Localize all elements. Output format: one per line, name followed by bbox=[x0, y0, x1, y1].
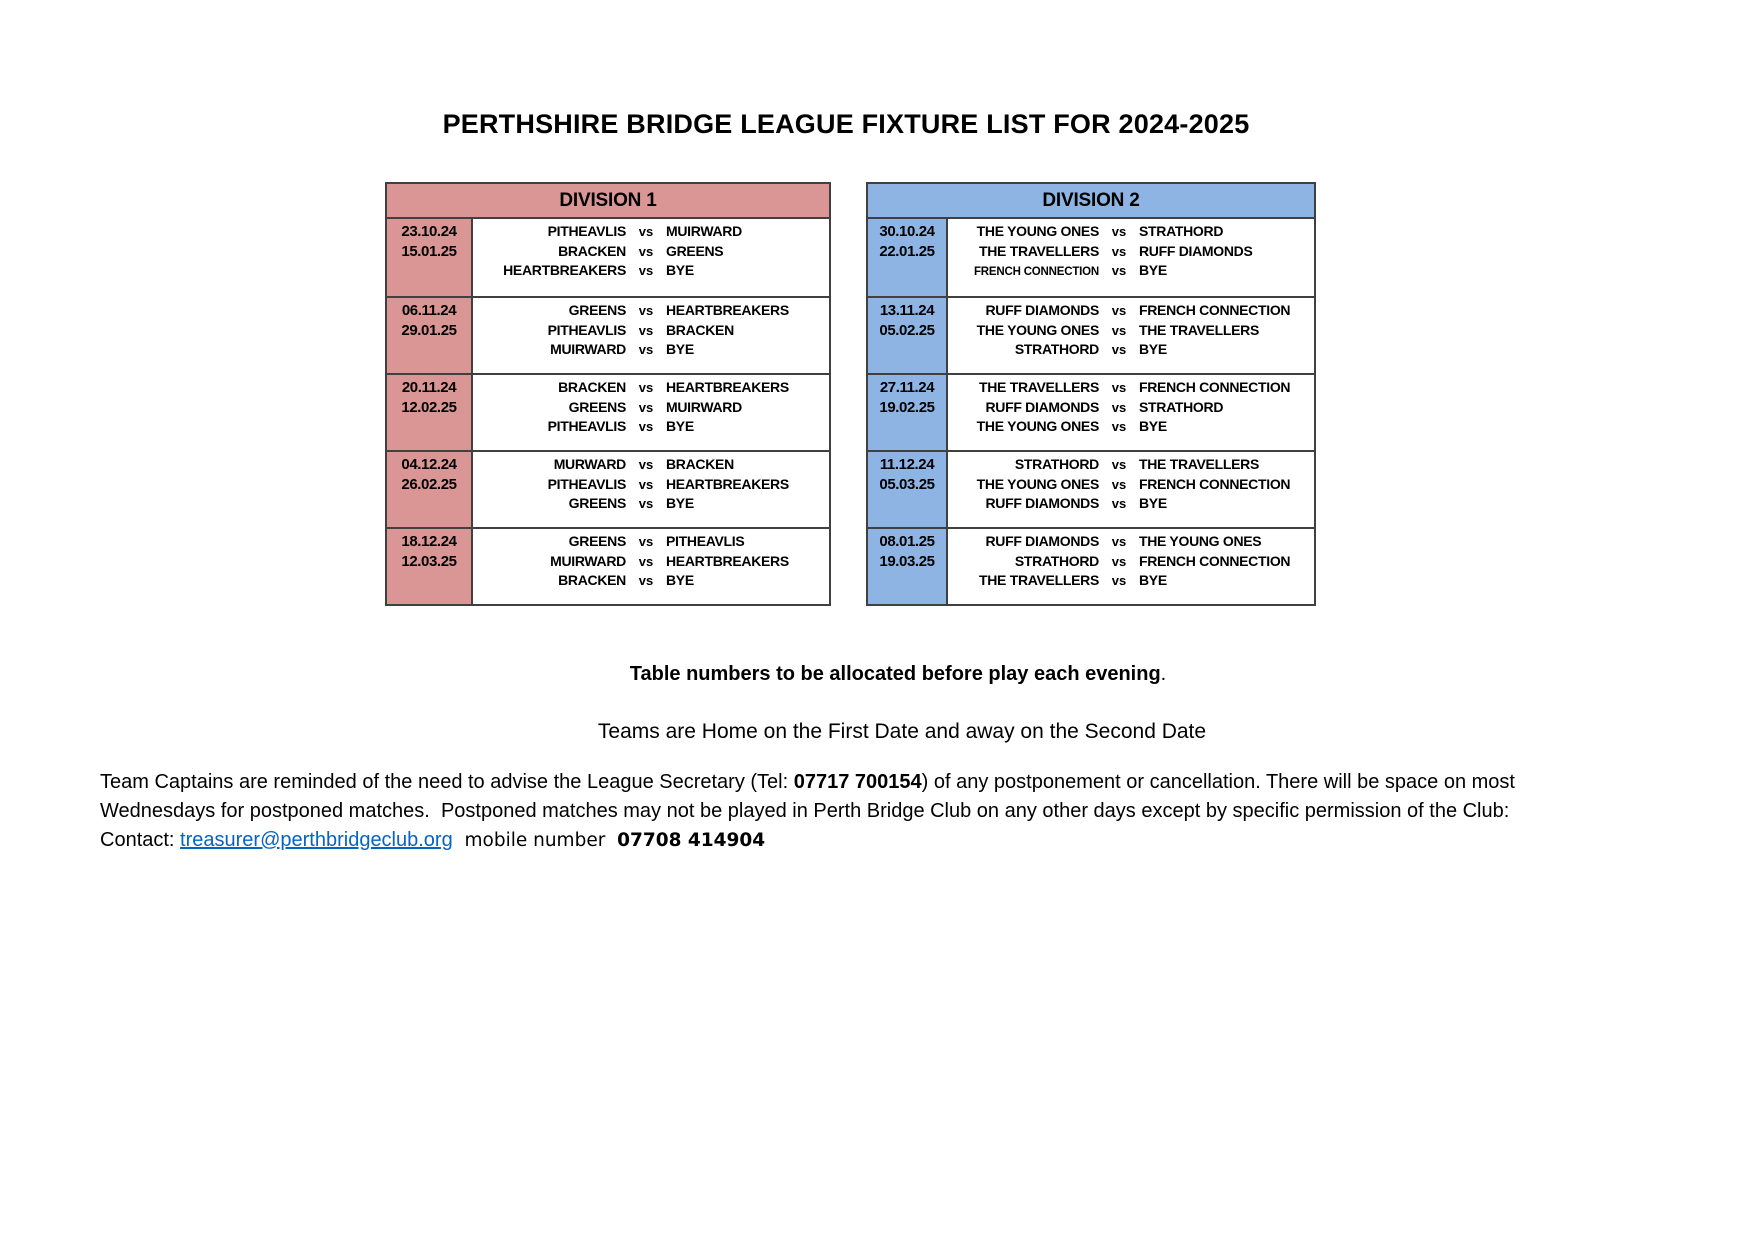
fixture-block bbox=[868, 219, 1314, 296]
fixture-date: 13.11.24 bbox=[879, 302, 935, 319]
paragraph-segment: 07717 700154 bbox=[793, 771, 922, 793]
fixture-date: 12.03.25 bbox=[401, 552, 457, 570]
home-team: STRATHORD bbox=[1014, 456, 1099, 472]
match-cell bbox=[473, 452, 829, 527]
away-team: THE YOUNG ONES bbox=[1139, 533, 1262, 549]
home-team: THE YOUNG ONES bbox=[976, 223, 1099, 239]
match-row bbox=[948, 242, 1314, 262]
home-team: MURWARD bbox=[553, 456, 626, 472]
home-team: PITHEAVLIS bbox=[547, 321, 626, 338]
fixture-date: 08.01.25 bbox=[879, 533, 935, 550]
division-table bbox=[385, 182, 831, 606]
away-team: PITHEAVLIS bbox=[666, 533, 745, 549]
match-row bbox=[473, 378, 829, 398]
away-team: HEARTBREAKERS bbox=[666, 552, 789, 569]
division-title: DIVISION 1 bbox=[559, 189, 657, 211]
home-team: BRACKEN bbox=[558, 379, 626, 395]
home-team: RUFF DIAMONDS bbox=[985, 302, 1099, 318]
vs-label: vs bbox=[1111, 243, 1127, 259]
division-header bbox=[387, 184, 829, 219]
vs-label: vs bbox=[638, 243, 654, 259]
date-cell bbox=[868, 375, 948, 450]
away-team: HEARTBREAKERS bbox=[666, 379, 789, 395]
fixture-date: 20.11.24 bbox=[401, 379, 457, 396]
match-cell bbox=[948, 529, 1314, 604]
home-team: MUIRWARD bbox=[550, 341, 626, 357]
vs-label: vs bbox=[638, 380, 654, 395]
away-team: MUIRWARD bbox=[666, 398, 742, 415]
match-row bbox=[473, 475, 829, 495]
match-row bbox=[948, 475, 1314, 495]
fixture-block bbox=[868, 373, 1314, 450]
match-row bbox=[473, 340, 829, 360]
vs-label: vs bbox=[638, 419, 654, 434]
fixture-date: 15.01.25 bbox=[401, 242, 457, 260]
fixture-date: 05.03.25 bbox=[879, 475, 935, 493]
paragraph-segment: mobile number bbox=[452, 830, 618, 851]
fixture-block bbox=[868, 296, 1314, 373]
vs-label: vs bbox=[1111, 419, 1127, 434]
home-team: THE TRAVELLERS bbox=[979, 379, 1099, 395]
match-row bbox=[473, 222, 829, 242]
date-cell bbox=[868, 452, 948, 527]
fixture-block bbox=[387, 373, 829, 450]
fixture-block bbox=[387, 450, 829, 527]
away-team: BYE bbox=[666, 572, 694, 588]
vs-label: vs bbox=[638, 534, 654, 549]
away-team: BRACKEN bbox=[666, 456, 734, 472]
fixture-date: 06.11.24 bbox=[401, 302, 457, 319]
away-team: BYE bbox=[1139, 262, 1167, 278]
match-cell bbox=[473, 375, 829, 450]
fixture-date: 19.02.25 bbox=[879, 398, 935, 416]
away-team: GREENS bbox=[666, 242, 724, 259]
away-team: MUIRWARD bbox=[666, 223, 742, 239]
match-row bbox=[473, 494, 829, 514]
vs-label: vs bbox=[638, 322, 654, 338]
match-row bbox=[948, 417, 1314, 437]
away-team: BYE bbox=[1139, 418, 1167, 434]
match-cell bbox=[948, 375, 1314, 450]
away-team: BYE bbox=[666, 262, 694, 278]
home-team: THE TRAVELLERS bbox=[979, 242, 1099, 259]
vs-label: vs bbox=[1111, 496, 1127, 511]
vs-label: vs bbox=[1111, 224, 1127, 239]
fixture-date: 05.02.25 bbox=[879, 321, 935, 339]
home-team: MUIRWARD bbox=[550, 552, 626, 569]
away-team: THE TRAVELLERS bbox=[1139, 456, 1259, 472]
home-team: THE YOUNG ONES bbox=[976, 475, 1099, 492]
home-team: RUFF DIAMONDS bbox=[985, 398, 1099, 415]
date-cell bbox=[387, 298, 473, 373]
home-team: FRENCH CONNECTION bbox=[973, 266, 1099, 278]
paragraph-segment: Contact: bbox=[100, 829, 181, 851]
fixture-date: 12.02.25 bbox=[401, 398, 457, 416]
vs-label: vs bbox=[638, 573, 654, 588]
vs-label: vs bbox=[1111, 573, 1127, 588]
away-team: BYE bbox=[666, 418, 694, 434]
match-row bbox=[473, 261, 829, 281]
away-team: FRENCH CONNECTION bbox=[1139, 379, 1291, 395]
match-row bbox=[948, 455, 1314, 475]
division-header bbox=[868, 184, 1314, 219]
vs-label: vs bbox=[1111, 342, 1127, 357]
paragraph-segment: ) of any postponement or cancellation. There will be space on most bbox=[921, 771, 1515, 793]
note-table-numbers bbox=[630, 663, 1166, 686]
match-row bbox=[948, 340, 1314, 360]
vs-label: vs bbox=[638, 303, 654, 318]
home-team: HEARTBREAKERS bbox=[503, 262, 626, 278]
vs-label: vs bbox=[1111, 476, 1127, 492]
home-team: PITHEAVLIS bbox=[547, 223, 626, 239]
home-team: THE YOUNG ONES bbox=[976, 321, 1099, 338]
vs-label: vs bbox=[1111, 534, 1127, 549]
vs-label: vs bbox=[638, 553, 654, 569]
home-team: STRATHORD bbox=[1014, 341, 1099, 357]
date-cell bbox=[387, 529, 473, 604]
match-row bbox=[948, 532, 1314, 552]
match-row bbox=[948, 552, 1314, 572]
vs-label: vs bbox=[638, 263, 654, 278]
match-row bbox=[948, 222, 1314, 242]
division-title: DIVISION 2 bbox=[1042, 189, 1140, 211]
paragraph-segment: 07708 414904 bbox=[617, 830, 766, 851]
fixture-block bbox=[868, 527, 1314, 604]
away-team: HEARTBREAKERS bbox=[666, 302, 789, 318]
away-team: FRENCH CONNECTION bbox=[1139, 475, 1291, 492]
match-row bbox=[473, 571, 829, 591]
away-team: THE TRAVELLERS bbox=[1139, 321, 1259, 338]
home-team: STRATHORD bbox=[1014, 552, 1099, 569]
date-cell bbox=[868, 219, 948, 296]
fixture-date: 19.03.25 bbox=[879, 552, 935, 570]
match-row bbox=[473, 417, 829, 437]
page-title: PERTHSHIRE BRIDGE LEAGUE FIXTURE LIST FOR 2024-2025 bbox=[442, 109, 1250, 139]
away-team: FRENCH CONNECTION bbox=[1139, 552, 1291, 569]
note-table-numbers-period: . bbox=[1160, 663, 1167, 685]
fixture-block bbox=[387, 219, 829, 296]
away-team: BYE bbox=[1139, 495, 1167, 511]
date-cell bbox=[387, 375, 473, 450]
match-row bbox=[473, 398, 829, 418]
date-cell bbox=[387, 219, 473, 296]
home-team: GREENS bbox=[568, 495, 626, 511]
fixture-date: 04.12.24 bbox=[401, 456, 457, 473]
match-row bbox=[948, 398, 1314, 418]
vs-label: vs bbox=[638, 342, 654, 357]
email-link[interactable]: treasurer@perthbridgeclub.org bbox=[180, 829, 453, 851]
away-team: BRACKEN bbox=[666, 321, 734, 338]
vs-label: vs bbox=[1111, 380, 1127, 395]
home-team: THE YOUNG ONES bbox=[976, 418, 1099, 434]
note-home-away: Teams are Home on the First Date and away on the Second Date bbox=[597, 720, 1207, 743]
fixture-block bbox=[868, 450, 1314, 527]
home-team: RUFF DIAMONDS bbox=[985, 495, 1099, 511]
away-team: FRENCH CONNECTION bbox=[1139, 302, 1291, 318]
away-team: BYE bbox=[1139, 341, 1167, 357]
home-team: THE TRAVELLERS bbox=[979, 572, 1099, 588]
vs-label: vs bbox=[638, 457, 654, 472]
match-cell bbox=[473, 529, 829, 604]
fixture-date: 29.01.25 bbox=[401, 321, 457, 339]
date-cell bbox=[868, 529, 948, 604]
home-team: BRACKEN bbox=[558, 572, 626, 588]
match-row bbox=[473, 552, 829, 572]
match-row bbox=[948, 378, 1314, 398]
away-team: BYE bbox=[1139, 572, 1167, 588]
fixture-block bbox=[387, 296, 829, 373]
division-blocks bbox=[387, 219, 829, 604]
match-row bbox=[473, 301, 829, 321]
match-cell bbox=[473, 219, 829, 296]
fixture-block bbox=[387, 527, 829, 604]
fixture-date: 27.11.24 bbox=[879, 379, 935, 396]
home-team: GREENS bbox=[568, 533, 626, 549]
vs-label: vs bbox=[1111, 553, 1127, 569]
paragraph-segment: Team Captains are reminded of the need to advise the League Secretary (Tel: bbox=[100, 771, 794, 793]
vs-label: vs bbox=[638, 476, 654, 492]
home-team: BRACKEN bbox=[558, 242, 626, 259]
match-row bbox=[948, 321, 1314, 341]
home-team: PITHEAVLIS bbox=[547, 418, 626, 434]
match-row bbox=[473, 532, 829, 552]
match-row bbox=[473, 242, 829, 262]
division-table bbox=[866, 182, 1316, 606]
vs-label: vs bbox=[1111, 263, 1127, 278]
match-row bbox=[473, 321, 829, 341]
match-row bbox=[473, 455, 829, 475]
vs-label: vs bbox=[638, 224, 654, 239]
vs-label: vs bbox=[1111, 322, 1127, 338]
fixture-date: 23.10.24 bbox=[401, 223, 457, 240]
home-team: PITHEAVLIS bbox=[547, 475, 626, 492]
home-team: GREENS bbox=[568, 398, 626, 415]
home-team: RUFF DIAMONDS bbox=[985, 533, 1099, 549]
fixture-date: 18.12.24 bbox=[401, 533, 457, 550]
match-row bbox=[948, 494, 1314, 514]
vs-label: vs bbox=[1111, 457, 1127, 472]
away-team: BYE bbox=[666, 495, 694, 511]
fixture-date: 26.02.25 bbox=[401, 475, 457, 493]
fixture-date: 22.01.25 bbox=[879, 242, 935, 260]
vs-label: vs bbox=[638, 496, 654, 511]
away-team: STRATHORD bbox=[1139, 223, 1224, 239]
home-team: GREENS bbox=[568, 302, 626, 318]
away-team: RUFF DIAMONDS bbox=[1139, 242, 1253, 259]
match-row bbox=[948, 301, 1314, 321]
vs-label: vs bbox=[1111, 399, 1127, 415]
division-blocks bbox=[868, 219, 1314, 604]
fixture-date: 30.10.24 bbox=[879, 223, 935, 240]
match-row bbox=[948, 571, 1314, 591]
footer-paragraph bbox=[100, 768, 1680, 855]
date-cell bbox=[387, 452, 473, 527]
away-team: STRATHORD bbox=[1139, 398, 1224, 415]
vs-label: vs bbox=[638, 399, 654, 415]
away-team: HEARTBREAKERS bbox=[666, 475, 789, 492]
away-team: BYE bbox=[666, 341, 694, 357]
match-cell bbox=[948, 452, 1314, 527]
match-cell bbox=[948, 219, 1314, 296]
fixture-date: 11.12.24 bbox=[879, 456, 935, 473]
vs-label: vs bbox=[1111, 303, 1127, 318]
match-row bbox=[948, 261, 1314, 283]
note-table-numbers-text: Table numbers to be allocated before play each evening bbox=[629, 663, 1161, 685]
date-cell bbox=[868, 298, 948, 373]
match-cell bbox=[948, 298, 1314, 373]
paragraph-segment: Wednesdays for postponed matches. Postponed matches may not be played in Perth Bridge Club on any other days except by specific permission of the Club: bbox=[100, 800, 1510, 822]
match-cell bbox=[473, 298, 829, 373]
